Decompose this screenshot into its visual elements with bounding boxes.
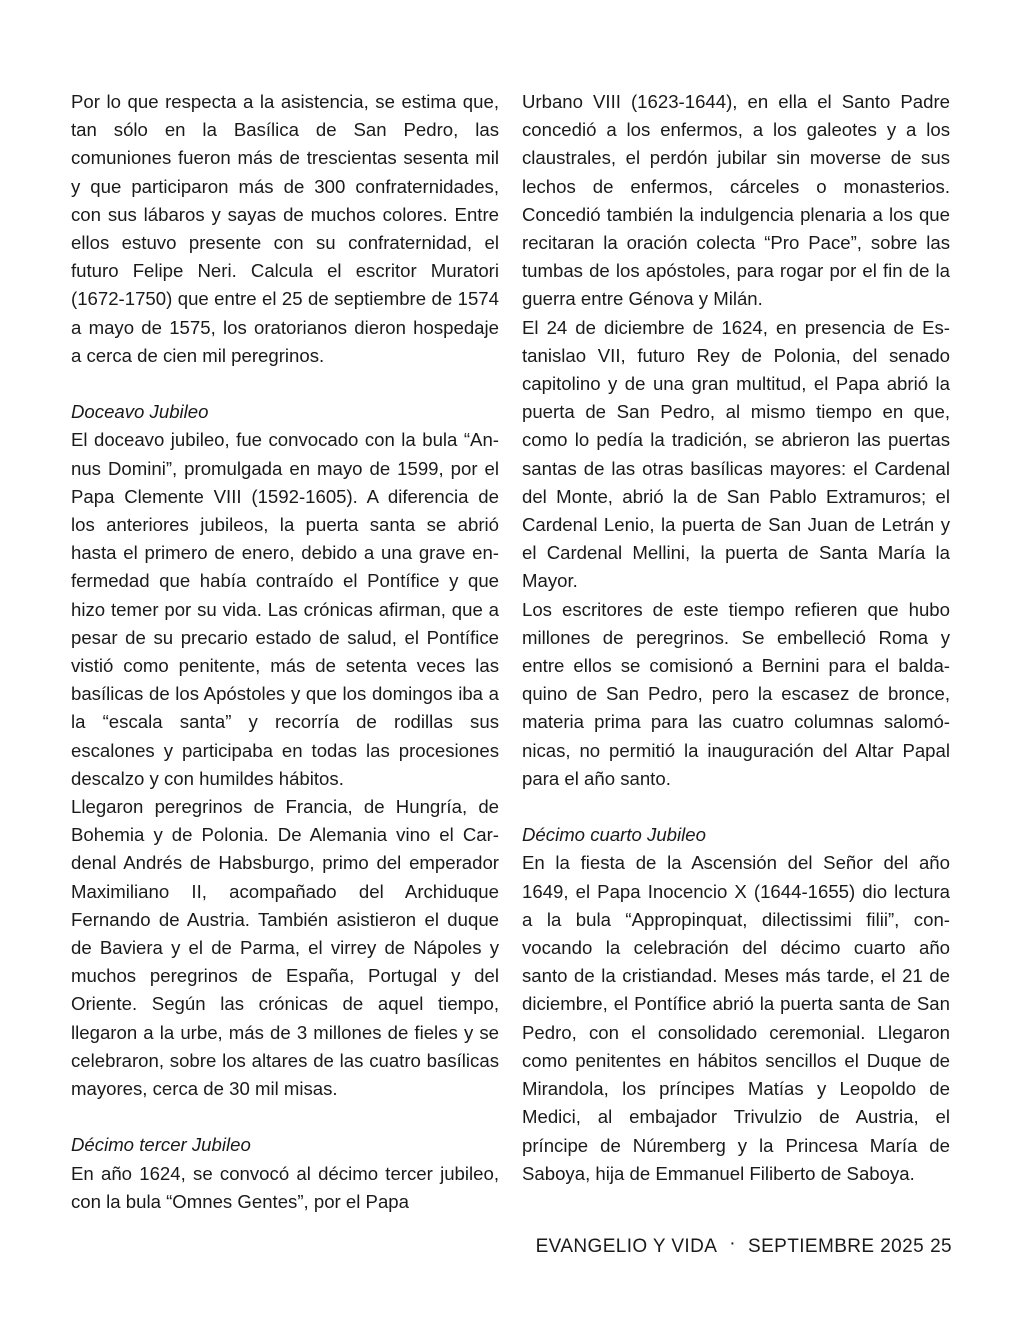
paragraph-decimo-tercer-jubileo-start: En año 1624, se convocó al décimo tercer jubileo, con la bula “Omnes Gentes”, por el Papa: [71, 1162, 499, 1212]
paragraph-decimo-tercer-jubileo-cont: Urbano VIII (1623-1644), en ella el Santo Padre concedió a los enfermos, a los galeotes y a los claustrales, el perdón jubilar sin moverse de sus lechos de enfermos, cárceles o monasterios. Concedió también la indulgencia plenaria a los que recitaran la oración colecta “Pro Pace”, sobre las tumbas de los apóstoles, para rogar por el fin de la guerra entre Génova y Milán.: [522, 91, 950, 310]
paragraph-assistance: Por lo que respecta a la asistencia, se estima que, tan sólo en la Basílica de San Pedro, las comuniones fueron más de trescientas sesenta mil y que participaron más de 300 confraternidades, con sus lábaros y sayas de muchos colores. Entre ellos estuvo presente con su confraternidad, el futuro Felipe Neri. Calcula el escritor Muratori (1672-1750) que entre el 25 de septiembre de 1574 a mayo de 1575, los oratorianos dieron hospedaje a cerca de cien mil peregrinos.: [71, 91, 499, 366]
paragraph-doceavo-jubileo: El doceavo jubileo, fue convocado con la bula “Annus Domini”, promulgada en mayo de 1599, por el Papa Clemente VIII (1592-1605). A diferencia de los anteriores jubileos, la puerta santa se abrió hasta el primero de enero, debido a una grave enfermedad que había contraído el Pontífice y que hizo temer por su vida. Las crónicas afirman, que a pesar de su precario estado de salud, el Pontífice vistió como penitente, más de setenta veces las basílicas de los Apóstoles y que los domingos iba a la “escala santa” y recorría de rodillas sus escalones y participaba en todas las procesiones descalzo y con humildes hábitos.: [71, 429, 499, 789]
section-gap: [71, 1103, 499, 1131]
section-gap: [522, 793, 950, 821]
paragraph-bernini: Los escritores de este tiempo refieren que hubo millones de peregrinos. Se embelleció Roma y entre ellos se comisionó a Bernini para el baldaquino de San Pedro, pero la escasez de bronce, materia prima para las cuatro columnas salomónicas, no permitió la inauguración del Altar Papal para el año santo.: [522, 598, 950, 789]
page-footer: [535, 1233, 952, 1258]
paragraph-decimo-cuarto-jubileo: En la fiesta de la Ascensión del Señor del año 1649, el Papa Inocencio X (1644-1655) dio lectura a la bula “Appropinquat, dilectissimi filii”, convocando la celebración del décimo cuarto año santo de la cristiandad. Meses más tarde, el 21 de diciembre, el Pontífice abrió la puerta santa de San Pedro, con el consolidado ceremonial. Llegaron como penitentes en hábitos sencillos el Duque de Mirandola, los príncipes Matías y Leopoldo de Medici, al embajador Trivulzio de Austria, el príncipe de Núremberg y la Princesa María de Saboya, hija de Emmanuel Filiberto de Saboya.: [522, 852, 950, 1184]
section-heading-decimo-cuarto-jubileo: Décimo cuarto Jubileo: [522, 824, 706, 846]
publication-name: EVANGELIO Y VIDA: [535, 1236, 718, 1257]
paragraph-opening-holy-door: El 24 de diciembre de 1624, en presencia de Estanislao VII, futuro Rey de Polonia, del senado capitolino y de una gran multitud, el Papa abrió la puerta de San Pedro, al mismo tiempo en que, como lo pedía la tradición, se abrieron las puertas santas de las otras basílicas mayores: el Cardenal del Monte, abrió la de San Pablo Extramuros; el Cardenal Lenio, la puerta de San Juan de Letrán y el Cardenal Mellini, la puerta de Santa María la Mayor.: [522, 316, 950, 592]
page-number: 25: [930, 1236, 952, 1257]
issue-date: SEPTIEMBRE 2025: [748, 1236, 925, 1257]
section-heading-decimo-tercer-jubileo: Décimo tercer Jubileo: [71, 1134, 251, 1156]
section-heading-doceavo-jubileo: Doceavo Jubileo: [71, 401, 209, 423]
footer-separator: ·: [729, 1233, 737, 1254]
right-column: [522, 88, 950, 1188]
paragraph-pilgrims: Llegaron peregrinos de Francia, de Hungría, de Bohemia y de Polonia. De Alemania vino el Cardenal Andrés de Habsburgo, primo del emperador Maximiliano II, acompañado del Archiduque Fernando de Austria. También asistieron el duque de Baviera y el de Parma, el virrey de Nápoles y muchos peregrinos de España, Portugal y del Oriente. Según las crónicas de aquel tiempo, llegaron a la urbe, más de 3 millones de fieles y se celebraron, sobre los altares de las cuatro basílicas mayores, cerca de 30 mil misas.: [71, 796, 499, 1100]
section-gap: [71, 370, 499, 398]
left-column: [71, 88, 499, 1216]
